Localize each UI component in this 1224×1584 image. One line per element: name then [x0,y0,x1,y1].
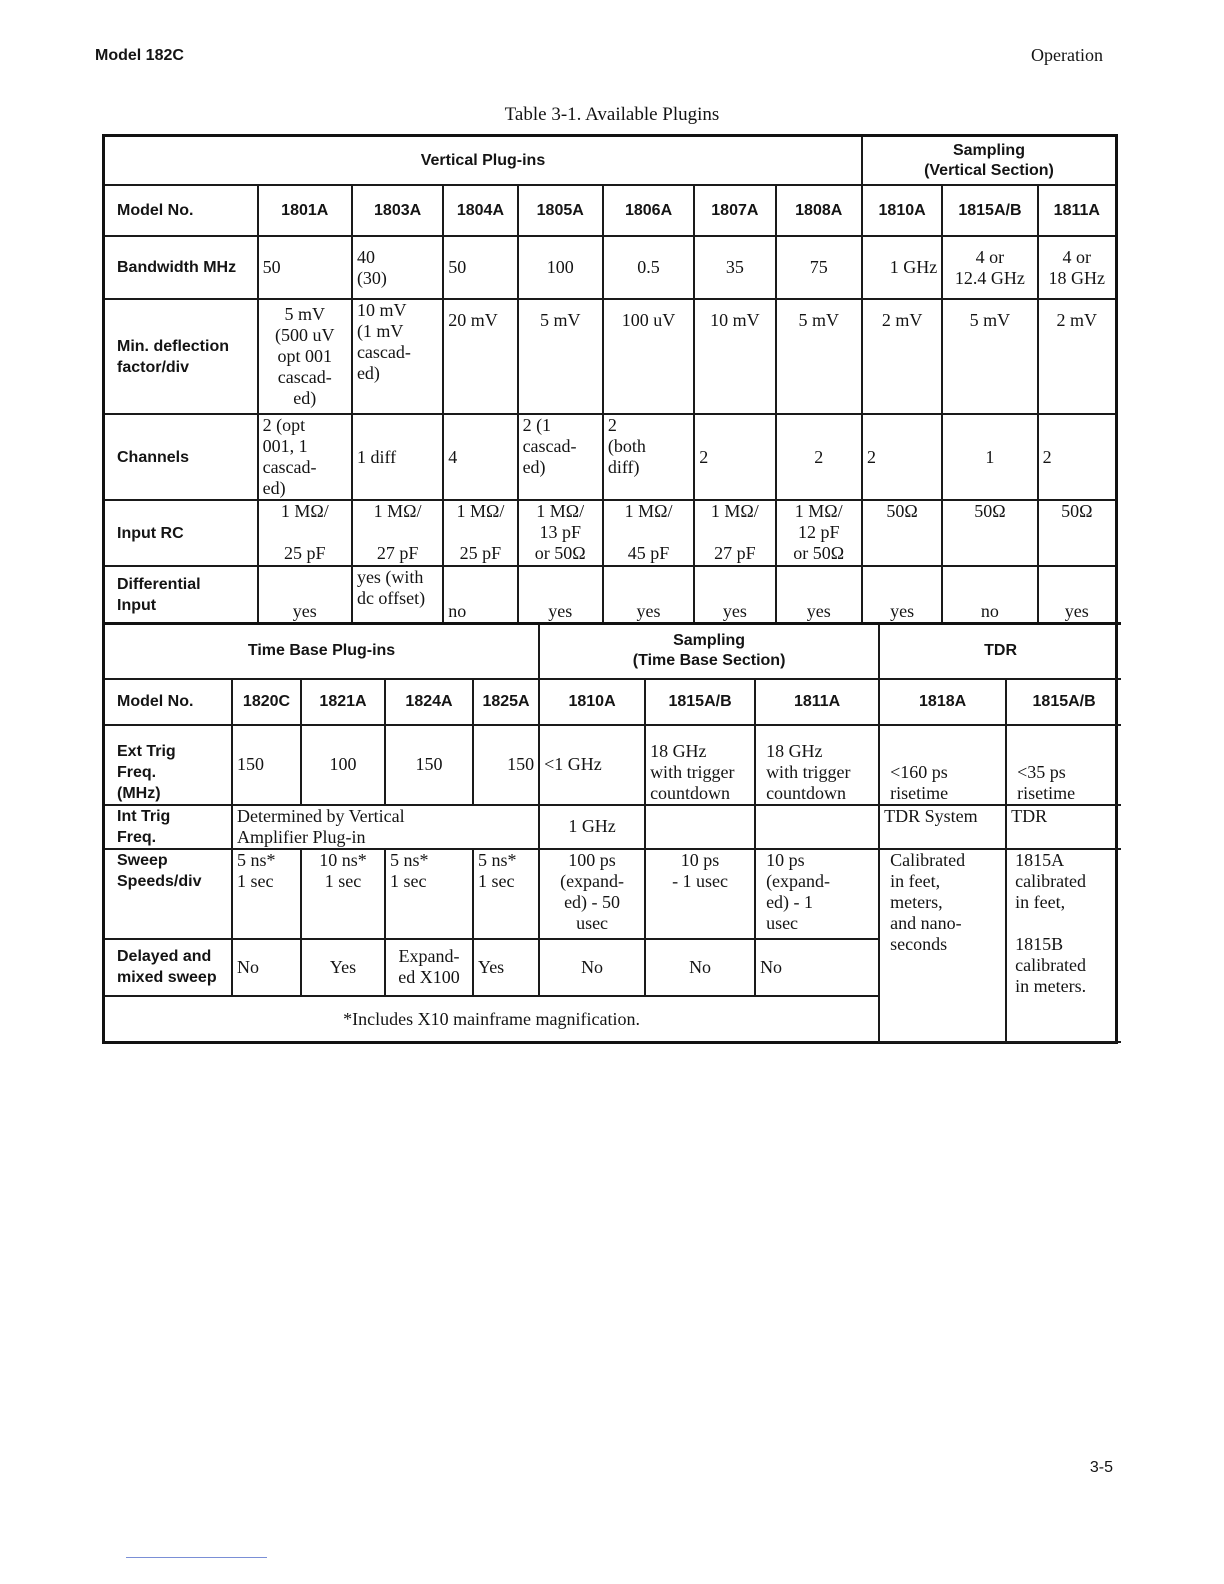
vertical-group-header: Vertical Plug-ins [105,137,862,185]
page-number: 3-5 [1089,1459,1113,1476]
row-label-bandwidth: Bandwidth MHz [105,236,258,299]
input-rc-cell: 1 MΩ/ 27 pF [694,500,775,566]
tdr-header: TDR [879,624,1121,679]
model-cell: 1805A [518,185,603,236]
int-trig-cell: TDR System [879,805,1006,849]
vertical-plugins-table [105,137,1115,624]
bandwidth-cell: 75 [776,236,862,299]
min-deflection-cell: 100 uV [603,299,694,414]
bandwidth-cell: 0.5 [603,236,694,299]
channels-cell: 1 [942,414,1037,500]
model-cell: 1815A/B [1006,679,1121,725]
differential-cell: no [443,566,517,623]
ext-trig-cell: 150 [232,725,301,805]
min-deflection-cell: 5 mV (500 uV opt 001 cascad- ed) [258,299,352,414]
model-cell: 1821A [301,679,385,725]
bandwidth-cell: 100 [518,236,603,299]
model-cell: 1811A [755,679,879,725]
model-cell: 1815A/B [645,679,755,725]
differential-cell: yes [776,566,862,623]
channels-cell: 2 (both diff) [603,414,694,500]
input-rc-cell: 50Ω [862,500,942,566]
min-deflection-cell: 5 mV [518,299,603,414]
bandwidth-cell: 4 or 12.4 GHz [942,236,1037,299]
ext-trig-cell: <160 ps risetime [879,725,1006,805]
row-label-delayed: Delayed and mixed sweep [105,939,232,996]
delayed-cell: No [755,939,879,996]
ext-trig-cell: 18 GHz with trigger countdown [755,725,879,805]
plugins-table [102,134,1118,1044]
int-trig-cell [755,805,879,849]
min-deflection-cell: 10 mV (1 mV cascad- ed) [352,299,443,414]
timebase-model-row [105,679,1121,725]
sampling-vertical-header: Sampling (Vertical Section) [862,137,1115,185]
sweep-cell: 5 ns* 1 sec [232,849,301,939]
differential-cell: yes (with dc offset) [352,566,443,623]
channels-cell: 2 [862,414,942,500]
model-cell: 1806A [603,185,694,236]
vertical-model-row [105,185,1115,236]
differential-cell: yes [603,566,694,623]
channels-row [105,414,1115,500]
table-caption: Table 3-1. Available Plugins [504,104,720,125]
sweep-cell: 100 ps (expand- ed) - 50 usec [539,849,645,939]
bandwidth-cell: 50 [443,236,517,299]
input-rc-cell: 1 MΩ/ 25 pF [258,500,352,566]
channels-cell: 2 [1038,414,1115,500]
input-rc-cell: 50Ω [1038,500,1115,566]
row-label-input-rc: Input RC [105,500,258,566]
input-rc-cell: 1 MΩ/ 27 pF [352,500,443,566]
row-label-model: Model No. [105,185,258,236]
differential-cell: yes [518,566,603,623]
timebase-group-header: Time Base Plug-ins [105,624,539,679]
delayed-cell: No [539,939,645,996]
differential-cell: yes [694,566,775,623]
delayed-cell: No [645,939,755,996]
delayed-cell: Expand- ed X100 [385,939,473,996]
model-cell: 1825A [473,679,539,725]
model-cell: 1808A [776,185,862,236]
footer-divider [126,1557,267,1558]
header-model: Model 182C [95,47,184,64]
ext-trig-cell: 150 [385,725,473,805]
row-label-model: Model No. [105,679,232,725]
int-trig-cell: TDR [1006,805,1121,849]
channels-cell: 2 (opt 001, 1 cascad- ed) [258,414,352,500]
int-trig-row [105,805,1121,849]
ext-trig-cell: <1 GHz [539,725,645,805]
min-deflection-cell: 20 mV [443,299,517,414]
sweep-cell: 10 ns* 1 sec [301,849,385,939]
footnote: *Includes X10 mainframe magnification. [105,996,879,1042]
model-cell: 1815A/B [942,185,1037,236]
min-deflection-cell: 2 mV [862,299,942,414]
ext-trig-cell: 18 GHz with trigger countdown [645,725,755,805]
row-label-int-trig: Int Trig Freq. [105,805,232,849]
bandwidth-cell: 4 or 18 GHz [1038,236,1115,299]
bandwidth-cell: 35 [694,236,775,299]
sampling-timebase-header: Sampling (Time Base Section) [539,624,879,679]
channels-cell: 4 [443,414,517,500]
delayed-cell: No [232,939,301,996]
model-cell: 1803A [352,185,443,236]
sweep-row [105,849,1121,939]
ext-trig-cell: 150 [473,725,539,805]
model-cell: 1804A [443,185,517,236]
model-cell: 1801A [258,185,352,236]
channels-cell: 2 (1 cascad- ed) [518,414,603,500]
differential-row [105,566,1115,623]
timebase-plugins-table [105,622,1121,1043]
channels-cell: 1 diff [352,414,443,500]
row-label-channels: Channels [105,414,258,500]
min-deflection-cell: 2 mV [1038,299,1115,414]
min-deflection-cell: 5 mV [942,299,1037,414]
ext-trig-cell: 100 [301,725,385,805]
channels-cell: 2 [694,414,775,500]
input-rc-cell: 50Ω [942,500,1037,566]
input-rc-cell: 1 MΩ/ 13 pF or 50Ω [518,500,603,566]
bandwidth-cell: 1 GHz [862,236,942,299]
model-cell: 1818A [879,679,1006,725]
min-deflection-row [105,299,1115,414]
input-rc-cell: 1 MΩ/ 25 pF [443,500,517,566]
differential-cell: no [942,566,1037,623]
row-label-ext-trig: Ext Trig Freq. (MHz) [105,725,232,805]
row-label-sweep: Sweep Speeds/div [105,849,232,939]
bandwidth-cell: 40 (30) [352,236,443,299]
model-cell: 1811A [1038,185,1115,236]
delayed-cell: Yes [301,939,385,996]
ext-trig-cell: <35 ps risetime [1006,725,1121,805]
input-rc-cell: 1 MΩ/ 12 pF or 50Ω [776,500,862,566]
model-cell: 1824A [385,679,473,725]
differential-cell: yes [1038,566,1115,623]
ext-trig-row [105,725,1121,805]
bandwidth-cell: 50 [258,236,352,299]
int-trig-cell: Determined by Vertical Amplifier Plug-in [232,805,539,849]
min-deflection-cell: 5 mV [776,299,862,414]
input-rc-row [105,500,1115,566]
channels-cell: 2 [776,414,862,500]
tdr-1818a-notes: Calibrated in feet, meters, and nano- seconds [879,849,1006,1042]
model-cell: 1807A [694,185,775,236]
int-trig-cell [645,805,755,849]
model-cell: 1820C [232,679,301,725]
min-deflection-cell: 10 mV [694,299,775,414]
int-trig-cell: 1 GHz [539,805,645,849]
input-rc-cell: 1 MΩ/ 45 pF [603,500,694,566]
sweep-cell: 5 ns* 1 sec [473,849,539,939]
model-cell: 1810A [862,185,942,236]
row-label-differential: Differential Input [105,566,258,623]
tdr-1815ab-notes: 1815A calibrated in feet, 1815B calibrated in meters. [1006,849,1121,1042]
row-label-min-deflection: Min. deflection factor/div [105,299,258,414]
sweep-cell: 10 ps (expand- ed) - 1 usec [755,849,879,939]
sweep-cell: 10 ps - 1 usec [645,849,755,939]
differential-cell: yes [862,566,942,623]
delayed-cell: Yes [473,939,539,996]
differential-cell: yes [258,566,352,623]
model-cell: 1810A [539,679,645,725]
header-section: Operation [1031,45,1103,65]
sweep-cell: 5 ns* 1 sec [385,849,473,939]
bandwidth-row [105,236,1115,299]
